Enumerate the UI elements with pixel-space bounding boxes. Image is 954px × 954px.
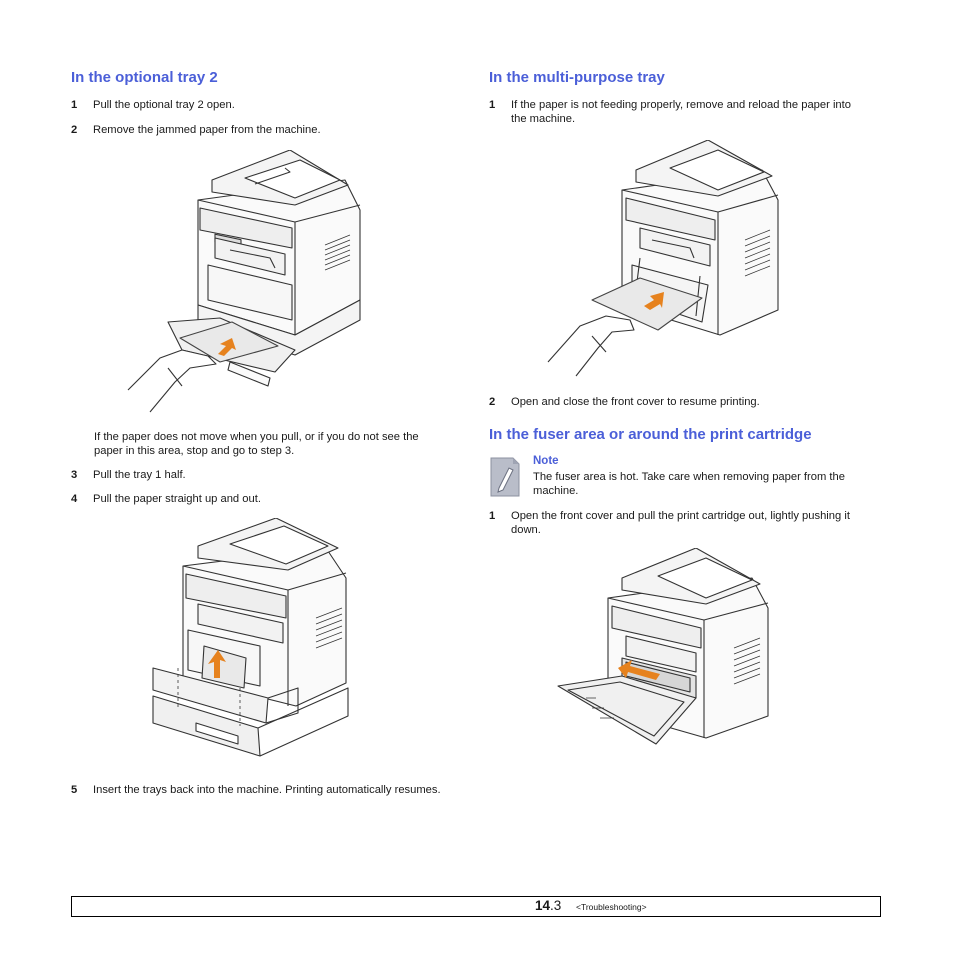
note-text-line: The fuser area is hot. Take care when removing paper from the xyxy=(533,471,845,483)
step-number: 4 xyxy=(71,493,78,505)
step-text: Pull the tray 1 half. xyxy=(93,469,186,481)
figure-tray1-half-pulled xyxy=(148,518,358,763)
step-text: Pull the optional tray 2 open. xyxy=(93,99,235,111)
page-number-minor: .3 xyxy=(550,898,562,913)
step-number: 3 xyxy=(71,469,78,481)
step-2-multi-purpose xyxy=(489,395,884,409)
note-paragraph-optional-tray xyxy=(94,430,454,460)
note-pencil-icon xyxy=(489,456,521,503)
page-number-major: 14 xyxy=(535,898,551,913)
step-text xyxy=(511,98,851,126)
step-number: 2 xyxy=(489,396,496,408)
step-text: Remove the jammed paper from the machine. xyxy=(93,124,321,136)
page-footer xyxy=(71,896,881,917)
step-text-line: Open the front cover and pull the print cartridge out, lightly pushing it xyxy=(511,510,850,522)
step-text: Insert the trays back into the machine. Printing automatically resumes. xyxy=(93,784,441,796)
step-number: 1 xyxy=(489,510,496,522)
step-text: Pull the paper straight up and out. xyxy=(93,493,261,505)
heading-optional-tray-2: In the optional tray 2 xyxy=(71,69,218,86)
figure-optional-tray-jam xyxy=(120,150,370,415)
step-4-optional-tray xyxy=(71,492,451,506)
step-1-multi-purpose xyxy=(489,98,884,126)
step-5-optional-tray xyxy=(71,783,491,797)
step-number: 5 xyxy=(71,784,78,796)
step-number: 1 xyxy=(71,99,78,111)
step-text-line: down. xyxy=(511,524,541,536)
note-title: Note xyxy=(533,455,559,467)
figure-multi-purpose-tray-jam xyxy=(540,140,790,380)
paragraph-line: If the paper does not move when you pull, or if you do not see the xyxy=(94,431,419,443)
step-1-optional-tray xyxy=(71,98,451,112)
heading-fuser-area: In the fuser area or around the print cartridge xyxy=(489,426,812,443)
note-text xyxy=(533,470,878,498)
paragraph-line: paper in this area, stop and go to step 3. xyxy=(94,445,295,457)
step-text: Open and close the front cover to resume printing. xyxy=(511,396,760,408)
step-number: 2 xyxy=(71,124,78,136)
step-number: 1 xyxy=(489,99,496,111)
figure-fuser-area-open-cover xyxy=(556,548,776,753)
step-text xyxy=(511,509,850,537)
heading-multi-purpose-tray: In the multi-purpose tray xyxy=(489,69,665,86)
step-text-line: the machine. xyxy=(511,113,576,125)
step-1-fuser-area xyxy=(489,509,884,537)
page-number xyxy=(535,898,561,913)
step-3-optional-tray xyxy=(71,468,451,482)
section-label: <Troubleshooting> xyxy=(576,902,647,912)
note-text-line: machine. xyxy=(533,485,579,497)
step-2-optional-tray xyxy=(71,123,451,137)
step-text-line: If the paper is not feeding properly, remove and reload the paper into xyxy=(511,99,851,111)
